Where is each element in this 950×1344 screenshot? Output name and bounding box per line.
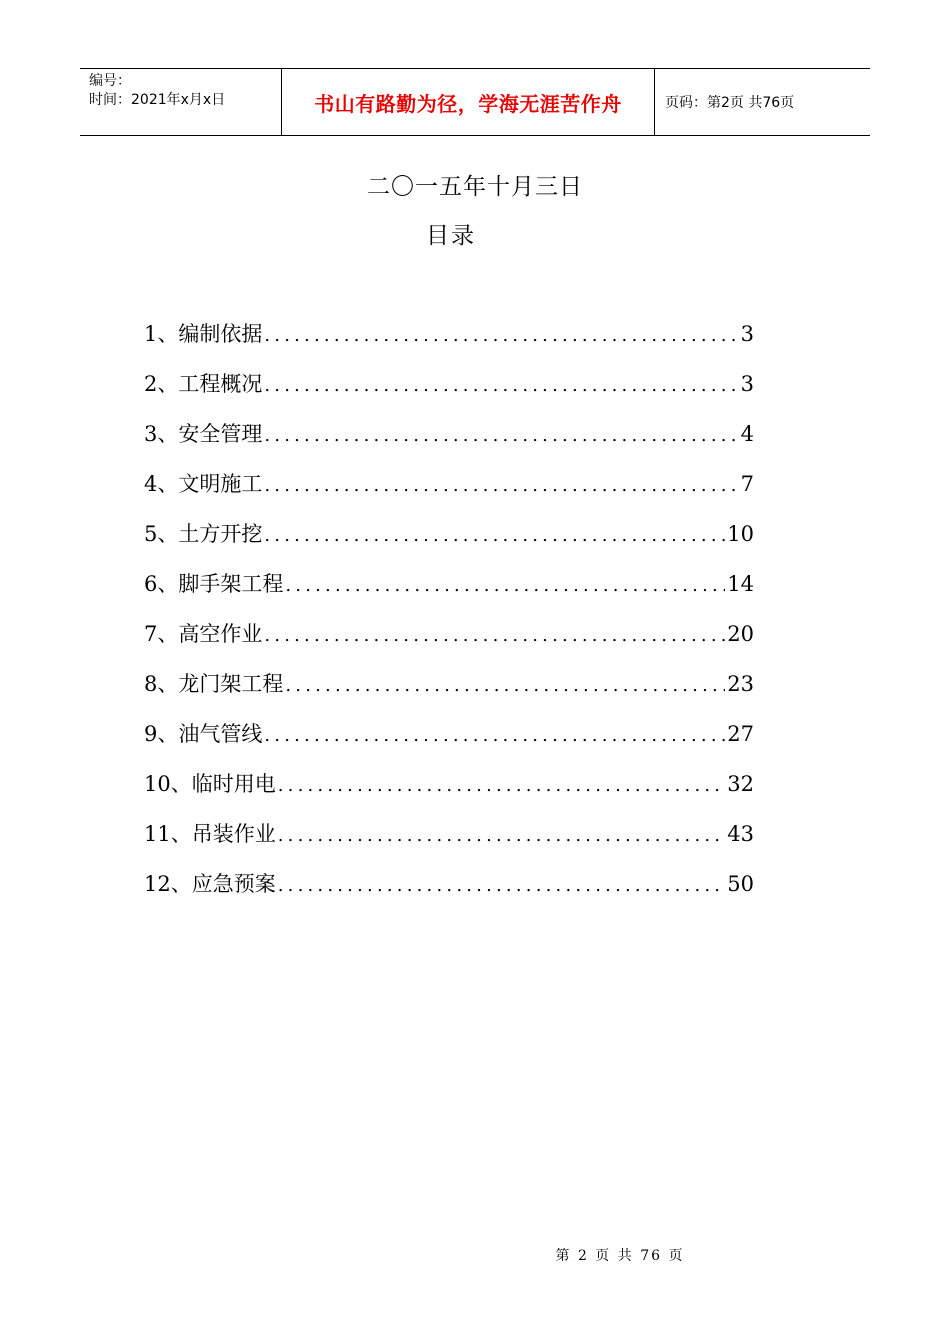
toc-entry-page: 3 (740, 322, 754, 346)
toc-entry-label: 7、高空作业 (144, 622, 263, 646)
toc-leader-dots (285, 575, 725, 596)
toc-entry-label: 9、油气管线 (144, 722, 263, 746)
toc-entry-page: 23 (727, 672, 754, 696)
toc-leader-dots (264, 625, 725, 646)
toc-leader-dots (264, 425, 738, 446)
toc-leader-dots (264, 725, 725, 746)
document-time-label: 时间：2021年x月x日 (89, 92, 226, 108)
toc-entry[interactable] (144, 518, 754, 568)
toc-entry-label: 2、工程概况 (144, 372, 263, 396)
header-motto (281, 69, 655, 135)
toc-entry[interactable] (144, 768, 754, 818)
toc-leader-dots (264, 525, 725, 546)
toc-leader-dots (264, 475, 738, 496)
header-meta (80, 69, 281, 135)
toc-entry-page: 4 (740, 422, 754, 446)
toc-entry-label: 3、安全管理 (144, 422, 263, 446)
motto-text: 书山有路勤为径，学海无涯苦作舟 (314, 91, 622, 116)
toc-entry-page: 27 (727, 722, 754, 746)
toc-entry[interactable] (144, 318, 754, 368)
toc-entry-page: 43 (727, 822, 754, 846)
toc-entry-page: 3 (740, 372, 754, 396)
toc-entry-label: 12、应急预案 (144, 872, 276, 896)
page-header (80, 68, 870, 136)
toc-title: 目录 (426, 223, 476, 249)
toc-entry-label: 4、文明施工 (144, 472, 263, 496)
toc-entry[interactable] (144, 468, 754, 518)
document-number-label: 编号： (89, 73, 131, 89)
toc-entry-label: 11、吊装作业 (144, 822, 276, 846)
toc-entry-label: 8、龙门架工程 (144, 672, 284, 696)
toc-entry[interactable] (144, 618, 754, 668)
page-footer: 第 2 页 共 76 页 (555, 1248, 685, 1264)
document-date: 二〇一五年十月三日 (367, 174, 583, 200)
toc-entry-label: 10、临时用电 (144, 772, 276, 796)
toc-entry[interactable] (144, 418, 754, 468)
toc-entry-label: 6、脚手架工程 (144, 572, 284, 596)
toc-entry-label: 5、土方开挖 (144, 522, 263, 546)
toc-leader-dots (278, 775, 726, 796)
toc-entry-page: 50 (727, 872, 754, 896)
toc-entry[interactable] (144, 668, 754, 718)
toc-leader-dots (264, 375, 738, 396)
toc-leader-dots (278, 875, 726, 896)
toc-entry[interactable] (144, 568, 754, 618)
header-page-info (655, 69, 870, 135)
toc-leader-dots (264, 325, 738, 346)
toc-entry-page: 7 (740, 472, 754, 496)
toc-entry[interactable] (144, 718, 754, 768)
toc-entry[interactable] (144, 868, 754, 918)
toc-entry[interactable] (144, 818, 754, 868)
toc-leader-dots (285, 675, 725, 696)
toc-entry-label: 1、编制依据 (144, 322, 263, 346)
toc-entry-page: 14 (727, 572, 754, 596)
toc-entry-page: 32 (727, 772, 754, 796)
table-of-contents (144, 318, 754, 918)
page-info-text: 页码：第2页 共76页 (665, 95, 795, 111)
toc-leader-dots (278, 825, 726, 846)
toc-entry[interactable] (144, 368, 754, 418)
toc-entry-page: 20 (727, 622, 754, 646)
toc-entry-page: 10 (727, 522, 754, 546)
